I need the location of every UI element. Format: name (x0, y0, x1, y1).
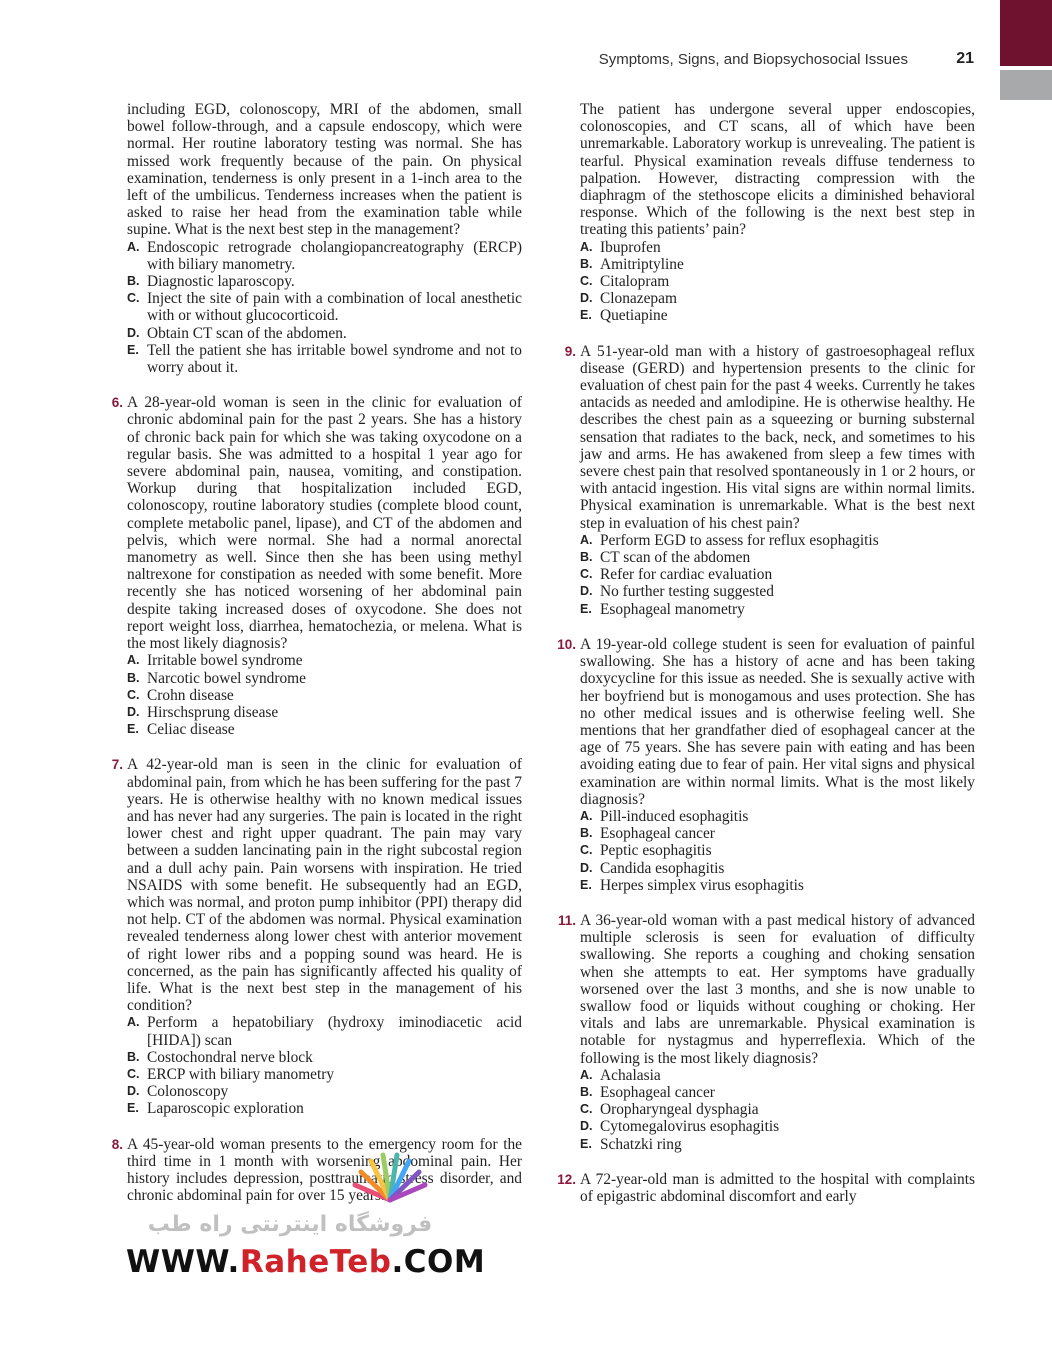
answer-choice (127, 1100, 522, 1117)
question-number: 11. (557, 912, 576, 928)
choice-letter: A. (580, 239, 593, 254)
answer-choice (580, 239, 975, 256)
right-column (557, 101, 975, 1205)
answer-choice (127, 290, 522, 324)
choice-letter: C. (580, 1102, 593, 1117)
choice-list (580, 532, 975, 618)
choice-letter: C. (580, 274, 593, 289)
choice-letter: C. (127, 1066, 140, 1081)
answer-choice (127, 652, 522, 669)
choice-letter: B. (580, 1084, 593, 1099)
choice-letter: C. (580, 567, 593, 582)
answer-choice (580, 583, 975, 600)
question-number: 12. (557, 1171, 576, 1187)
choice-text: Hirschsprung disease (147, 703, 279, 721)
answer-choice (580, 1136, 975, 1153)
watermark-persian-text: فروشگاه اینترنتی راه طب (147, 1212, 433, 1237)
choice-letter: E. (580, 308, 592, 323)
answer-choice (127, 704, 522, 721)
choice-text: Achalasia (600, 1066, 661, 1084)
choice-letter: B. (127, 274, 140, 289)
choice-letter: E. (127, 722, 139, 737)
question-stem: A 51-year-old man with a history of gastroesophageal reflux disease (GERD) and hypertension presents to the clinic for evaluation of chest pain for the past 4 weeks. Currently he takes antacids as needed and amlodipine. He is otherwise healthy. He describes the chest pain as a squeezing or burning substernal sensation that radiates to the back, neck, and sometimes to his jaw and arms. He has awakened from sleep a few times with severe chest pain that resolved spontaneously in 1 or 2 hours, or with antacid ingestion. His vital signs are within normal limits. Physical examination is unremarkable. What is the best next step in evaluation of his chest pain? (580, 342, 975, 532)
answer-choice (127, 687, 522, 704)
choice-letter: E. (580, 877, 592, 892)
choice-letter: A. (127, 1015, 140, 1030)
choice-letter: B. (580, 256, 593, 271)
choice-letter: E. (580, 1136, 592, 1151)
choice-letter: C. (580, 843, 593, 858)
answer-choice (127, 721, 522, 738)
question-number: 7. (111, 757, 123, 773)
answer-choice (127, 670, 522, 687)
choice-letter: D. (580, 584, 593, 599)
choice-text: Perform a hepatobiliary (hydroxy iminodiacetic acid [HIDA]) scan (147, 1014, 522, 1049)
choice-letter: C. (127, 687, 140, 702)
question-number: 9. (564, 343, 576, 359)
answer-choice (580, 549, 975, 566)
choice-text: Esophageal cancer (600, 825, 715, 843)
choice-letter: E. (580, 601, 592, 616)
choice-letter: D. (127, 704, 140, 719)
answer-choice (580, 273, 975, 290)
question-stem-continued: The patient has undergone several upper endoscopies, colonoscopies, and CT scans, all of which have been unremarkable. Laboratory workup is unrevealing. The patient is tearful. Physical examination reveals diffuse tenderness to palpation. However, distracting compression with the diaphragm of the stethoscope elicits a diminished behavioral response. Which of the following is the next best step in treating this patients’ pain? (580, 101, 975, 239)
answer-choice (580, 532, 975, 549)
running-head (560, 50, 980, 72)
question-stem: A 36-year-old woman with a past medical history of advanced multiple sclerosis is seen for evaluation of difficulty swallowing. She reports a coughing and choking sensation when she attempts to eat. Her symptoms have gradually worsened over the last 3 months, and she is now unable to swallow food or liquids without coughing or choking. Her vitals and labs are unremarkable. Physical examination is notable for nystagmus and hyperreflexia. Which of the following is the most likely diagnosis? (580, 911, 975, 1067)
answer-choice (580, 808, 975, 825)
question-10 (557, 635, 975, 894)
choice-text: Oropharyngeal dysphagia (600, 1101, 759, 1119)
choice-text: Irritable bowel syndrome (147, 652, 303, 670)
answer-choice (580, 1084, 975, 1101)
answer-choice (127, 342, 522, 376)
question-stem-continued: including EGD, colonoscopy, MRI of the abdomen, small bowel follow-through, and a capsule endoscopy, which were normal. Her routine laboratory testing was normal. She has missed work frequently because of the pain. On physical examination, tenderness is only present in a 1-inch area to the left of the umbilicus. Tenderness increases when the patient is asked to raise her head from the examination table while supine. What is the next best step in the management? (127, 101, 522, 239)
answer-choice (580, 566, 975, 583)
choice-text: Quetiapine (600, 307, 668, 325)
question-9 (564, 342, 975, 618)
answer-choice (580, 256, 975, 273)
choice-text: Obtain CT scan of the abdomen. (147, 324, 347, 342)
answer-choice (127, 1014, 522, 1048)
answer-choice (580, 860, 975, 877)
question-11 (557, 911, 975, 1153)
question-number: 6. (111, 395, 123, 411)
choice-text: Perform EGD to assess for reflux esophagitis (600, 531, 879, 549)
choice-letter: B. (580, 826, 593, 841)
choice-text: Peptic esophagitis (600, 842, 712, 860)
choice-text: Candida esophagitis (600, 859, 725, 877)
book-fan-logo-icon (335, 1150, 445, 1205)
choice-letter: C. (127, 291, 140, 306)
choice-letter: D. (127, 325, 140, 340)
choice-text: Celiac disease (147, 721, 235, 739)
choice-text: Refer for cardiac evaluation (600, 566, 773, 584)
choice-list (127, 1014, 522, 1117)
answer-choice (127, 1049, 522, 1066)
choice-text: Narcotic bowel syndrome (147, 669, 306, 687)
watermark-url-brand: RaheTeb (239, 1244, 392, 1280)
question-number: 8. (111, 1136, 123, 1152)
question-6 (111, 394, 522, 739)
choice-letter: D. (580, 291, 593, 306)
choice-text: Herpes simplex virus esophagitis (600, 876, 804, 894)
choice-list (580, 1067, 975, 1153)
answer-choice (580, 1067, 975, 1084)
question-stem: A 42-year-old man is seen in the clinic for evaluation of abdominal pain, from which he has been suffering for the past 7 years. He is otherwise healthy with no known medical issues and has never had any surgeries. The pain is located in the right lower chest and right upper quadrant. The pain may vary between a sudden lancinating pain in the right subcostal region and a dull achy pain. Pain worsens with inspiration. He tried NSAIDS with some benefit. He subsequently had an EGD, which was normal, and proton pump inhibitor (PPI) therapy did not help. CT of the abdomen was normal. Physical examination revealed tenderness along lower chest with anterior movement of right lower ribs and a popping sound was heard. He is concerned, as the pain has significantly affected his quality of life. What is the next best step in the management of his condition? (127, 756, 522, 1015)
choice-letter: D. (580, 1119, 593, 1134)
question-12 (557, 1170, 975, 1205)
choice-text: Clonazepam (600, 290, 677, 308)
running-title: Symptoms, Signs, and Biopsychosocial Issues (598, 51, 908, 68)
choice-letter: E. (127, 342, 139, 357)
question-7 (111, 756, 522, 1118)
question-stem: A 72-year-old man is admitted to the hospital with complaints of epigastric abdominal discomfort and early (580, 1170, 975, 1205)
choice-letter: B. (580, 550, 593, 565)
answer-choice (580, 877, 975, 894)
answer-choice (127, 1083, 522, 1100)
choice-text: Pill-induced esophagitis (600, 807, 749, 825)
page-number: 21 (956, 50, 974, 67)
answer-choice (580, 307, 975, 324)
choice-text: Cytomegalovirus esophagitis (600, 1118, 780, 1136)
chapter-tab-secondary (1000, 70, 1052, 100)
choice-text: Esophageal cancer (600, 1083, 715, 1101)
watermark (120, 1150, 486, 1285)
choice-text: Amitriptyline (600, 255, 684, 273)
choice-letter: A. (127, 239, 140, 254)
choice-text: Inject the site of pain with a combination of local anesthetic with or without glucocorticoid. (147, 290, 522, 325)
choice-text: Ibuprofen (600, 238, 661, 256)
choice-letter: D. (580, 860, 593, 875)
answer-choice (580, 825, 975, 842)
answer-choice (580, 601, 975, 618)
choice-text: ERCP with biliary manometry (147, 1065, 335, 1083)
question-stem: A 28-year-old woman is seen in the clinic for evaluation of chronic abdominal pain for the past 2 years. She has a history of chronic back pain for which she was taking oxycodone on a regular basis. She was admitted to a hospital 1 year ago for severe abdominal pain, nausea, vomiting, and constipation. Workup during that hospitalization included EGD, colonoscopy, routine laboratory studies (complete blood count, complete metabolic panel, lipase), and CT of the abdomen and pelvis, which were normal. She had a normal anorectal manometry as well. Since then she has been using methyl naltrexone for constipation as needed with some benefit. More recently she has noticed worsening of her abdominal pain despite taking increased doses of oxycodone. She does not report weight loss, diarrhea, hematochezia, or melena. What is the most likely diagnosis? (127, 394, 522, 653)
choice-text: Crohn disease (147, 686, 234, 704)
answer-choice (580, 1101, 975, 1118)
watermark-url (126, 1244, 485, 1280)
answer-choice (580, 1118, 975, 1135)
choice-text: No further testing suggested (600, 583, 774, 601)
choice-text: Tell the patient she has irritable bowel syndrome and not to worry about it. (147, 341, 522, 377)
choice-letter: D. (127, 1084, 140, 1099)
choice-text: Laparoscopic exploration (147, 1100, 304, 1118)
question-stem: A 19-year-old college student is seen for evaluation of painful swallowing. She has a history of acne and has been taking doxycycline for this issue as needed. She is sexually active with her boyfriend but is monogamous and uses protection. She has no other medical issues and is otherwise feeling well. She mentions that her grandfather died of esophageal cancer at the age of 75 years. She has severe pain with eating and has been avoiding eating due to fear of pain. Her vital signs and physical examination are within normal limits. What is the most likely diagnosis? (580, 635, 975, 808)
answer-choice (127, 273, 522, 290)
choice-text: Colonoscopy (147, 1083, 229, 1101)
choice-letter: A. (127, 653, 140, 668)
answer-choice (127, 325, 522, 342)
answer-choice (580, 842, 975, 859)
choice-text: Endoscopic retrograde cholangiopancreatography (ERCP) with biliary manometry. (147, 238, 522, 273)
choice-list (127, 652, 522, 738)
answer-choice (127, 239, 522, 273)
choice-letter: A. (580, 532, 593, 547)
choice-list (580, 239, 975, 325)
choice-list (580, 808, 975, 894)
choice-text: Esophageal manometry (600, 600, 745, 618)
left-column (111, 101, 522, 1205)
answer-choice (580, 290, 975, 307)
choice-letter: A. (580, 808, 593, 823)
choice-text: Diagnostic laparoscopy. (147, 273, 295, 291)
choice-letter: B. (127, 670, 140, 685)
watermark-url-suffix: .COM (391, 1244, 486, 1280)
watermark-url-prefix: WWW. (126, 1244, 240, 1280)
choice-list (127, 239, 522, 377)
choice-text: Citalopram (600, 273, 670, 291)
choice-text: Schatzki ring (600, 1135, 682, 1153)
choice-text: CT scan of the abdomen (600, 549, 751, 567)
chapter-tab (1000, 0, 1052, 66)
choice-letter: A. (580, 1067, 593, 1082)
question-stem: A 45-year-old woman presents to the emergency room for the third time in 1 month with worsening abdominal pain. Her history includes depression, posttraumatic stress disorder, and chronic abdominal pain for over 15 years. (127, 1135, 522, 1205)
choice-letter: E. (127, 1101, 139, 1116)
choice-text: Costochondral nerve block (147, 1048, 313, 1066)
question-number: 10. (557, 636, 576, 652)
choice-letter: B. (127, 1049, 140, 1064)
answer-choice (127, 1066, 522, 1083)
